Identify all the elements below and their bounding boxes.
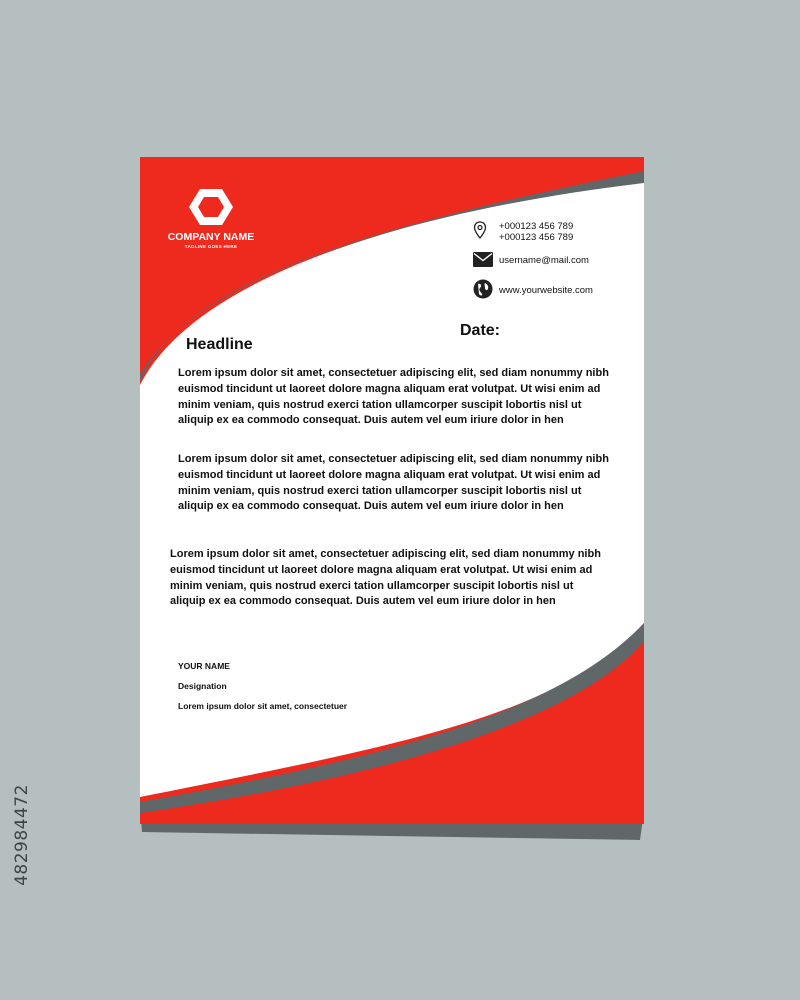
globe-icon <box>473 279 493 299</box>
body-paragraph-2: Lorem ipsum dolor sit amet, consectetuer adipiscing elit, sed diam nonummy nibh euismod tincidunt ut laoreet dolore magna aliquam erat volutpat. Ut wisi enim ad minim veniam, quis nostrud exerci tation ullamcorper suscipit lobortis nisl ut aliquip ex ea commodo consequat. Duis autem vel eum iriure dolor in hen <box>178 453 609 513</box>
letterhead-sheet <box>140 157 644 840</box>
signature-name: YOUR NAME <box>178 661 230 671</box>
body-paragraph-3: Lorem ipsum dolor sit amet, consectetuer adipiscing elit, sed diam nonummy nibh euismod tincidunt ut laoreet dolore magna aliquam erat volutpat. Ut wisi enim ad minim veniam, quis nostrud exerci tation ullamcorper suscipit lobortis nisl ut aliquip ex ea commodo consequat. Duis autem vel eum iriure dolor in hen <box>170 548 601 608</box>
email-address: username@mail.com <box>499 255 589 266</box>
phone-number-2: +000123 456 789 <box>499 232 574 243</box>
phone-number-1: +000123 456 789 <box>499 221 574 232</box>
envelope-icon <box>473 252 493 267</box>
signature-designation: Designation <box>178 681 227 691</box>
signature-note: Lorem ipsum dolor sit amet, consectetuer <box>178 701 348 711</box>
company-name: COMPANY NAME <box>167 231 255 243</box>
hexagon-logo-icon <box>188 187 234 227</box>
body-paragraph-1: Lorem ipsum dolor sit amet, consectetuer adipiscing elit, sed diam nonummy nibh euismod tincidunt ut laoreet dolore magna aliquam erat volutpat. Ut wisi enim ad minim veniam, quis nostrud exerci tation ullamcorper suscipit lobortis nisl ut aliquip ex ea commodo consequat. Duis autem vel eum iriure dolor in hen <box>178 367 609 427</box>
headline: Headline <box>186 336 253 353</box>
company-tagline: TAGLINE GOES HERE <box>184 244 238 249</box>
location-pin-icon <box>473 221 487 239</box>
company-logo <box>166 187 256 249</box>
website-url: www.yourwebsite.com <box>499 285 593 296</box>
stock-id-text: 482984472 <box>12 784 32 886</box>
stock-id-label <box>10 760 34 910</box>
date-label: Date: <box>460 322 501 339</box>
